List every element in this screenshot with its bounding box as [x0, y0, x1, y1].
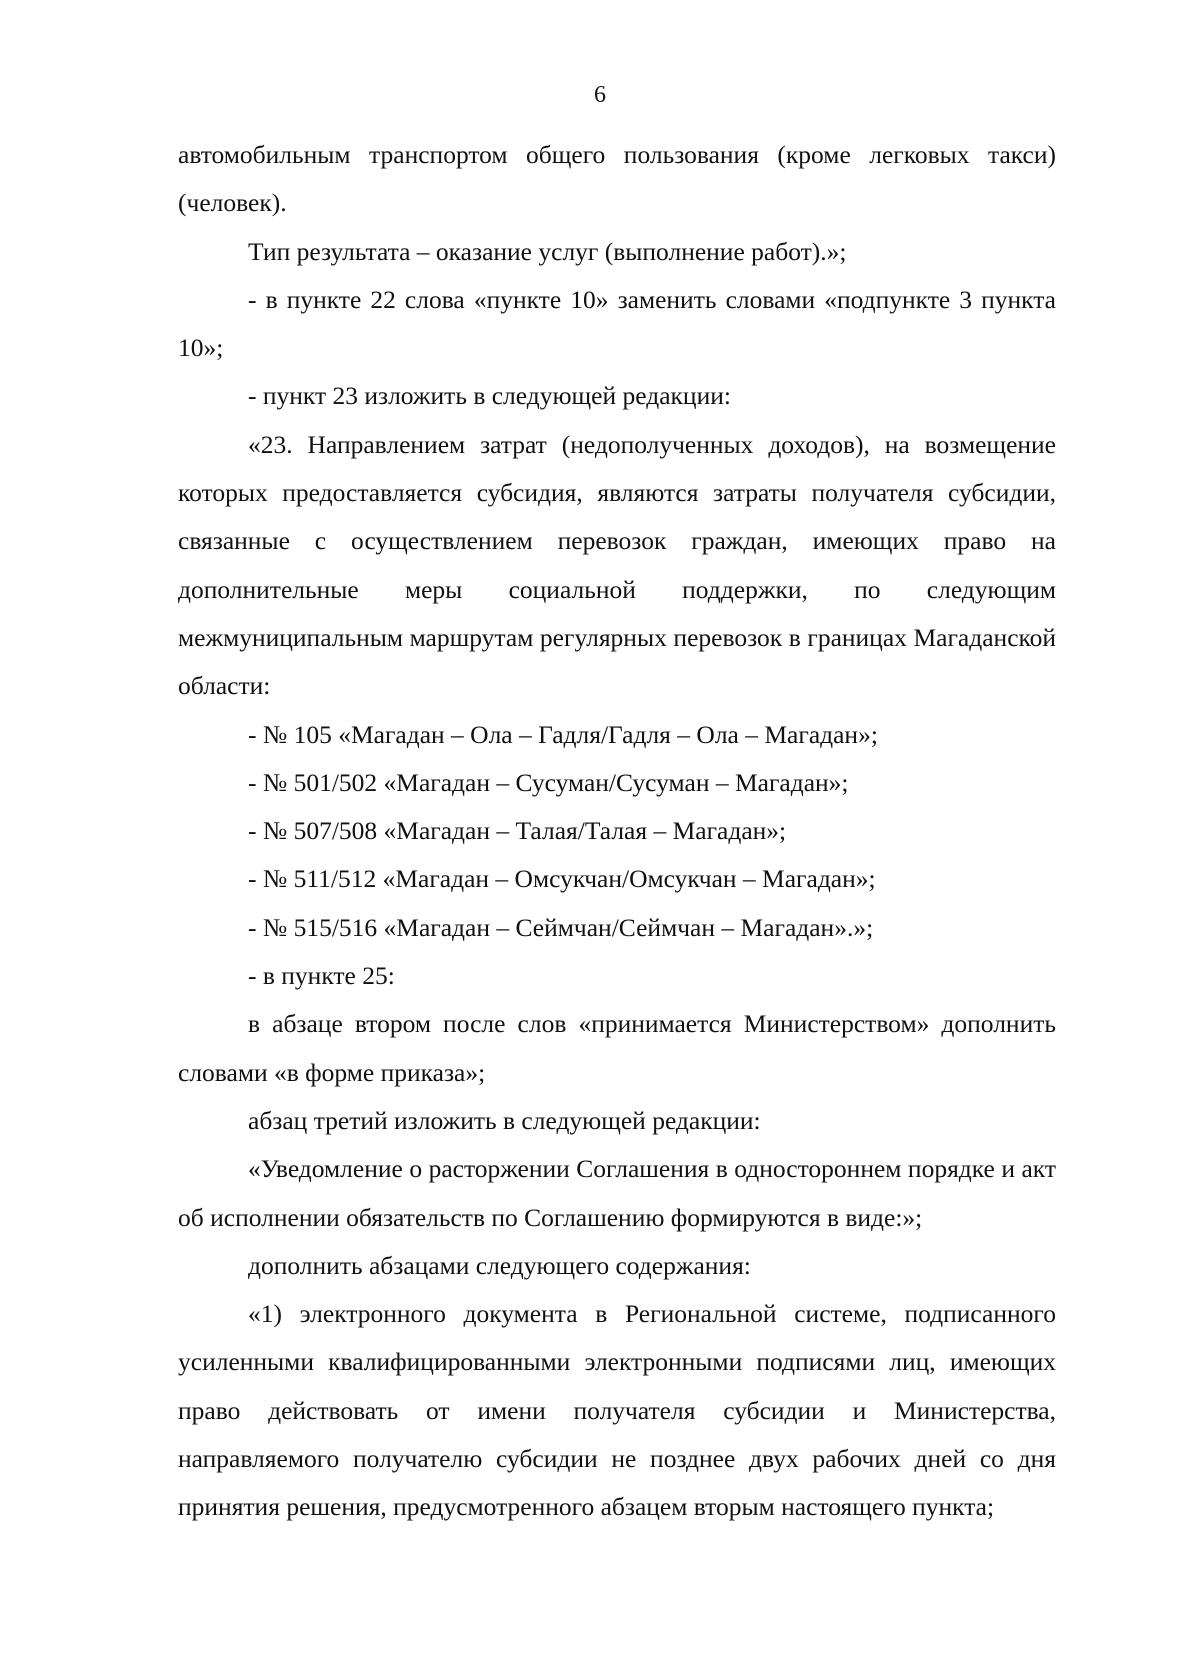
paragraph-result-type: Тип результата – оказание услуг (выполнение работ).»;	[248, 236, 847, 266]
route-item-511-512: - № 511/512 «Магадан – Омсукчан/Омсукчан – Магадан»;	[248, 864, 876, 894]
paragraph-continuation: автомобильным транспортом общего пользования (кроме легковых такси) (человек).	[178, 140, 1056, 218]
paragraph-point-23-text: «23. Направлением затрат (недополученных доходов), на возмещение которых предоставляется субсидия, являются затраты получателя субсидии, связанные с осуществлением перевозок граждан, имеющих право на дополнительные меры социальной поддержки, по следующим межмуниципальным маршрутам регулярных перевозок в границах Магаданской области:	[178, 429, 1056, 701]
route-item-501-502: - № 501/502 «Магадан – Сусуман/Сусуман – Магадан»;	[248, 767, 849, 797]
paragraph-third-abzac-intro: абзац третий изложить в следующей редакции:	[248, 1105, 761, 1135]
route-item-105: - № 105 «Магадан – Ола – Гадля/Гадля – Ола – Магадан»;	[248, 719, 878, 749]
document-body	[178, 131, 1056, 1532]
route-item-507-508: - № 507/508 «Магадан – Талая/Талая – Магадан»;	[248, 816, 787, 846]
paragraph-item-1: «1) электронного документа в Региональной системе, подписанного усиленными квалифицированными электронными подписями лиц, имеющих право действовать от имени получателя субсидии и Министерства, направляемого получателю субсидии не позднее двух рабочих дней со дня принятия решения, предусмотренного абзацем вторым настоящего пункта;	[178, 1299, 1056, 1522]
page-number: 6	[594, 82, 606, 108]
paragraph-second-abzac: в абзаце втором после слов «принимается Министерством» дополнить словами «в форме приказа»;	[178, 1009, 1056, 1087]
paragraph-point-25: - в пункте 25:	[248, 961, 395, 991]
paragraph-add-abzacs: дополнить абзацами следующего содержания:	[248, 1250, 751, 1280]
paragraph-notification: «Уведомление о расторжении Соглашения в одностороннем порядке и акт об исполнении обязательств по Соглашению формируются в виде:»;	[178, 1154, 1056, 1232]
paragraph-point-23-intro: - пункт 23 изложить в следующей редакции:	[248, 381, 731, 411]
paragraph-point-22: - в пункте 22 слова «пункте 10» заменить словами «подпункте 3 пункта 10»;	[178, 284, 1056, 363]
route-item-515-516: - № 515/516 «Магадан – Сеймчан/Сеймчан – Магадан».»;	[248, 912, 874, 942]
